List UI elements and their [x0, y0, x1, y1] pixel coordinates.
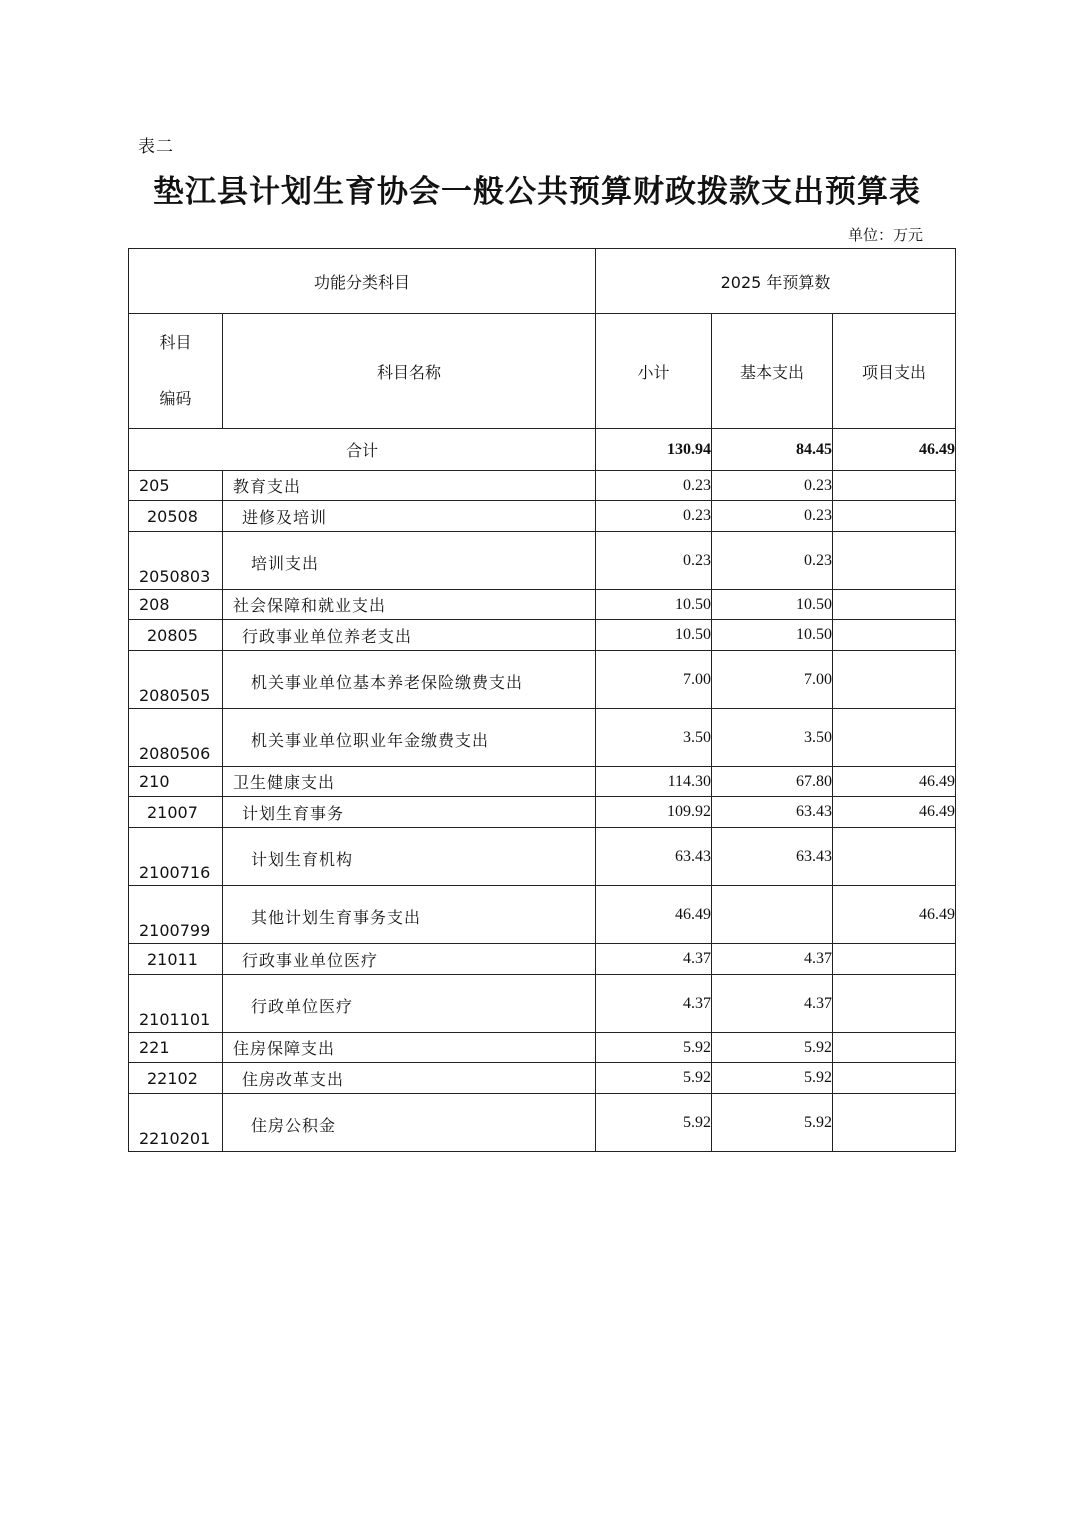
subject-name: 计划生育事务: [223, 797, 596, 828]
subject-code: 2080505: [129, 651, 223, 709]
total-basic: 84.45: [712, 429, 833, 471]
year-budget-header: 2025 年预算数: [596, 249, 956, 314]
subtotal-value: 5.92: [596, 1063, 712, 1094]
subtotal-value: 46.49: [596, 886, 712, 944]
subject-name: 住房公积金: [223, 1094, 596, 1152]
subject-name: 教育支出: [223, 471, 596, 501]
basic-value: [712, 886, 833, 944]
subject-name: 社会保障和就业支出: [223, 590, 596, 620]
total-label: 合计: [129, 429, 596, 471]
subject-code: 2100799: [129, 886, 223, 944]
project-value: [833, 651, 956, 709]
subject-code: 2210201: [129, 1094, 223, 1152]
basic-value: 67.80: [712, 767, 833, 797]
basic-value: 4.37: [712, 975, 833, 1033]
code-header-line1: 科目: [159, 333, 192, 352]
basic-value: 5.92: [712, 1063, 833, 1094]
header-row-top: [129, 249, 956, 314]
basic-value: 63.43: [712, 797, 833, 828]
project-value: 46.49: [833, 797, 956, 828]
subtotal-value: 5.92: [596, 1094, 712, 1152]
table-row: [129, 501, 956, 532]
project-value: [833, 501, 956, 532]
subtotal-value: 109.92: [596, 797, 712, 828]
basic-value: 0.23: [712, 532, 833, 590]
subject-name: 进修及培训: [223, 501, 596, 532]
table-row: [129, 944, 956, 975]
subject-code: 2101101: [129, 975, 223, 1033]
subtotal-value: 10.50: [596, 590, 712, 620]
subject-code: 21011: [129, 944, 223, 975]
subject-code: 2100716: [129, 828, 223, 886]
subject-name: 机关事业单位职业年金缴费支出: [223, 709, 596, 767]
project-value: 46.49: [833, 886, 956, 944]
total-project: 46.49: [833, 429, 956, 471]
project-value: [833, 944, 956, 975]
basic-value: 3.50: [712, 709, 833, 767]
subject-code: 208: [129, 590, 223, 620]
table-label: 表二: [138, 137, 174, 157]
table-row: [129, 797, 956, 828]
subject-name: 卫生健康支出: [223, 767, 596, 797]
subtotal-value: 114.30: [596, 767, 712, 797]
subject-code: 205: [129, 471, 223, 501]
basic-value: 4.37: [712, 944, 833, 975]
subject-code: 2050803: [129, 532, 223, 590]
total-subtotal: 130.94: [596, 429, 712, 471]
project-value: 46.49: [833, 767, 956, 797]
table-row: [129, 532, 956, 590]
subject-name: 住房保障支出: [223, 1033, 596, 1063]
table-row: [129, 828, 956, 886]
total-row: [129, 429, 956, 471]
table-row: [129, 975, 956, 1033]
table-row: [129, 767, 956, 797]
subtotal-value: 4.37: [596, 975, 712, 1033]
code-header: [129, 314, 223, 429]
subtotal-value: 0.23: [596, 471, 712, 501]
subject-name: 住房改革支出: [223, 1063, 596, 1094]
subtotal-value: 4.37: [596, 944, 712, 975]
document-title: 垫江县计划生育协会一般公共预算财政拨款支出预算表: [153, 174, 921, 210]
project-value: [833, 1033, 956, 1063]
basic-value: 63.43: [712, 828, 833, 886]
basic-value: 0.23: [712, 471, 833, 501]
subtotal-header: 小计: [596, 314, 712, 429]
subtotal-value: 10.50: [596, 620, 712, 651]
project-value: [833, 975, 956, 1033]
budget-table: [128, 248, 956, 1152]
project-value: [833, 1094, 956, 1152]
basic-value: 5.92: [712, 1033, 833, 1063]
basic-value: 7.00: [712, 651, 833, 709]
subtotal-value: 7.00: [596, 651, 712, 709]
subject-name: 行政单位医疗: [223, 975, 596, 1033]
table-row: [129, 886, 956, 944]
table-row: [129, 620, 956, 651]
basic-value: 5.92: [712, 1094, 833, 1152]
project-header: 项目支出: [833, 314, 956, 429]
subject-code: 20805: [129, 620, 223, 651]
project-value: [833, 1063, 956, 1094]
code-header-line2: 编码: [159, 389, 192, 408]
project-value: [833, 590, 956, 620]
project-value: [833, 620, 956, 651]
unit-label: 单位：万元: [847, 226, 923, 244]
subtotal-value: 0.23: [596, 501, 712, 532]
subject-name: 培训支出: [223, 532, 596, 590]
subject-code: 21007: [129, 797, 223, 828]
subject-name: 行政事业单位医疗: [223, 944, 596, 975]
header-row-columns: [129, 314, 956, 429]
table-row: [129, 471, 956, 501]
name-header: 科目名称: [223, 314, 596, 429]
project-value: [833, 471, 956, 501]
subject-code: 22102: [129, 1063, 223, 1094]
subject-code: 2080506: [129, 709, 223, 767]
subtotal-value: 0.23: [596, 532, 712, 590]
subtotal-value: 63.43: [596, 828, 712, 886]
subject-name: 机关事业单位基本养老保险缴费支出: [223, 651, 596, 709]
subject-code: 210: [129, 767, 223, 797]
project-value: [833, 828, 956, 886]
subject-name: 计划生育机构: [223, 828, 596, 886]
basic-value: 0.23: [712, 501, 833, 532]
table-row: [129, 651, 956, 709]
subtotal-value: 3.50: [596, 709, 712, 767]
category-header: 功能分类科目: [129, 249, 596, 314]
subtotal-value: 5.92: [596, 1033, 712, 1063]
subject-code: 221: [129, 1033, 223, 1063]
table-row: [129, 1033, 956, 1063]
subject-name: 行政事业单位养老支出: [223, 620, 596, 651]
subject-name: 其他计划生育事务支出: [223, 886, 596, 944]
table-row: [129, 709, 956, 767]
project-value: [833, 532, 956, 590]
table-row: [129, 1094, 956, 1152]
project-value: [833, 709, 956, 767]
basic-header: 基本支出: [712, 314, 833, 429]
table-row: [129, 1063, 956, 1094]
basic-value: 10.50: [712, 590, 833, 620]
basic-value: 10.50: [712, 620, 833, 651]
subject-code: 20508: [129, 501, 223, 532]
table-row: [129, 590, 956, 620]
